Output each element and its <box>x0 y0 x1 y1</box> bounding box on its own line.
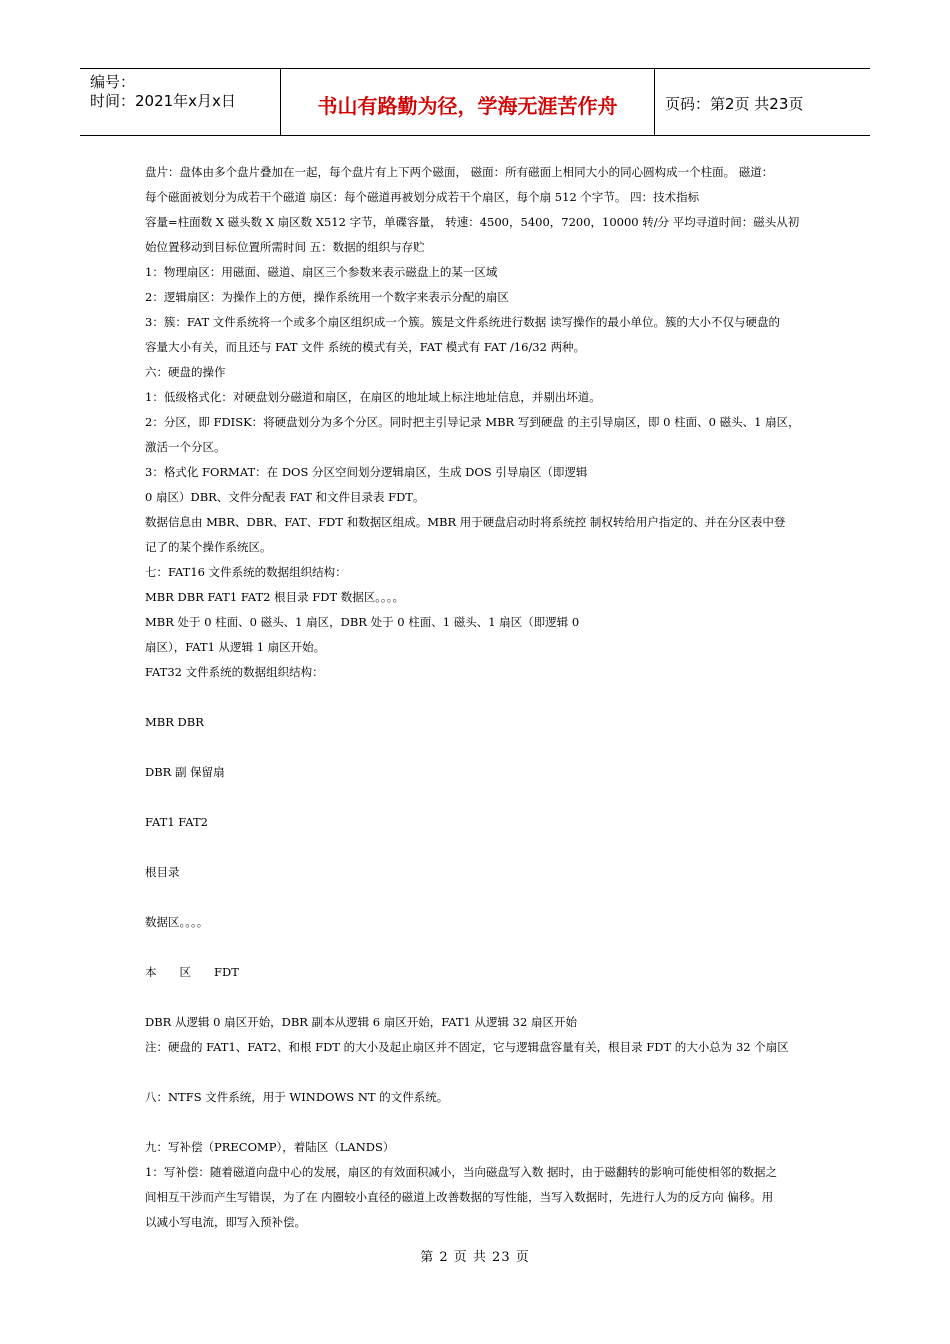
text-line: 六：硬盘的操作 <box>145 365 226 379</box>
text-line: 以减小写电流，即写入预补偿。 <box>145 1215 306 1229</box>
text-line: 注：硬盘的 FAT1、FAT2、和根 FDT 的大小及起止扇区并不固定，它与逻辑盘容量有关，根目录 FDT 的大小总为 32 个扇区 <box>145 1040 789 1054</box>
blank-line <box>145 785 815 810</box>
text-line: 记了的某个操作系统区。 <box>145 540 272 554</box>
text-line: 盘片：盘体由多个盘片叠加在一起，每个盘片有上下两个磁面， 磁面：所有磁面上相同大小的同心圆构成一个柱面。 磁道： <box>145 165 774 179</box>
text-line: 1：低级格式化：对硬盘划分磁道和扇区，在扇区的地址域上标注地址信息，并剔出坏道。 <box>145 390 601 404</box>
text-line: MBR DBR <box>145 715 204 729</box>
text-line: 始位置移动到目标位置所需时间 五：数据的组织与存贮 <box>145 240 425 254</box>
text-line: 容量=柱面数 X 磁头数 X 扇区数 X512 字节，单碟容量， 转速：4500，5400，7200，10000 转/分 平均寻道时间：磁头从初 <box>145 215 800 229</box>
number-label: 编号： <box>90 73 136 91</box>
blank-line <box>145 985 815 1010</box>
text-line: 1：物理扇区：用磁面、磁道、扇区三个参数来表示磁盘上的某一区域 <box>145 265 498 279</box>
blank-line <box>145 685 815 710</box>
page-footer: 第 2 页 共 23 页 <box>420 1250 530 1265</box>
text-line: DBR 副 保留扇 <box>145 765 225 779</box>
text-line: 本 区 FDT <box>145 965 239 979</box>
text-line: 数据信息由 MBR、DBR、FAT、FDT 和数据区组成。MBR 用于硬盘启动时将系统控 制权转给用户指定的、并在分区表中登 <box>145 515 786 529</box>
header-meta <box>80 69 281 135</box>
text-line: 扇区），FAT1 从逻辑 1 扇区开始。 <box>145 640 326 654</box>
text-line: 九：写补偿（PRECOMP），着陆区（LANDS） <box>145 1140 395 1154</box>
text-line: 数据区。。。。 <box>145 915 209 929</box>
blank-line <box>145 1110 815 1135</box>
text-line: FAT32 文件系统的数据组织结构： <box>145 665 324 679</box>
text-line: 3：格式化 FORMAT：在 DOS 分区空间划分逻辑扇区，生成 DOS 引导扇区（即逻辑 <box>145 465 588 479</box>
text-line: FAT1 FAT2 <box>145 815 208 829</box>
text-line: 2：分区，即 FDISK：将硬盘划分为多个分区。同时把主引导记录 MBR 写到硬盘 的主引导扇区，即 0 柱面、0 磁头、1 扇区， <box>145 415 800 429</box>
blank-line <box>145 885 815 910</box>
text-line: 间相互干涉而产生写错误，为了在 内圈较小直径的磁道上改善数据的写性能，当写入数据时，先进行人为的反方向 偏移。用 <box>145 1190 774 1204</box>
header-motto: 书山有路勤为径，学海无涯苦作舟 <box>281 69 655 135</box>
text-line: 2：逻辑扇区：为操作上的方便，操作系统用一个数字来表示分配的扇区 <box>145 290 509 304</box>
text-line: 每个磁面被划分为成若干个磁道 扇区：每个磁道再被划分成若干个扇区，每个扇 512 个字节。 四：技术指标 <box>145 190 700 204</box>
text-line: 八：NTFS 文件系统，用于 WINDOWS NT 的文件系统。 <box>145 1090 449 1104</box>
text-line: 七：FAT16 文件系统的数据组织结构： <box>145 565 347 579</box>
blank-line <box>145 935 815 960</box>
text-line: MBR 处于 0 柱面、0 磁头、1 扇区，DBR 处于 0 柱面、1 磁头、1 扇区（即逻辑 0 <box>145 615 580 629</box>
text-line: MBR DBR FAT1 FAT2 根目录 FDT 数据区。。。。 <box>145 590 405 604</box>
text-line: 激活一个分区。 <box>145 440 226 454</box>
text-line: 0 扇区）DBR、文件分配表 FAT 和文件目录表 FDT。 <box>145 490 425 504</box>
header-page-number: 页码：第2页 共23页 <box>665 94 804 113</box>
document-body <box>145 160 815 1235</box>
text-line: 容量大小有关，而且还与 FAT 文件 系统的模式有关，FAT 模式有 FAT /16/32 两种。 <box>145 340 586 354</box>
blank-line <box>145 835 815 860</box>
text-line: 根目录 <box>145 865 180 879</box>
text-line: 3：簇：FAT 文件系统将一个或多个扇区组织成一个簇。簇是文件系统进行数据 读写操作的最小单位。簇的大小不仅与硬盘的 <box>145 315 780 329</box>
text-line: DBR 从逻辑 0 扇区开始，DBR 副本从逻辑 6 扇区开始，FAT1 从逻辑 32 扇区开始 <box>145 1015 577 1029</box>
time-label: 时间：2021年x月x日 <box>90 92 236 110</box>
page-header <box>80 68 870 136</box>
text-line: 1：写补偿：随着磁道向盘中心的发展，扇区的有效面积减小，当向磁盘写入数 据时，由于磁翻转的影响可能使相邻的数据之 <box>145 1165 777 1179</box>
blank-line <box>145 1060 815 1085</box>
blank-line <box>145 735 815 760</box>
